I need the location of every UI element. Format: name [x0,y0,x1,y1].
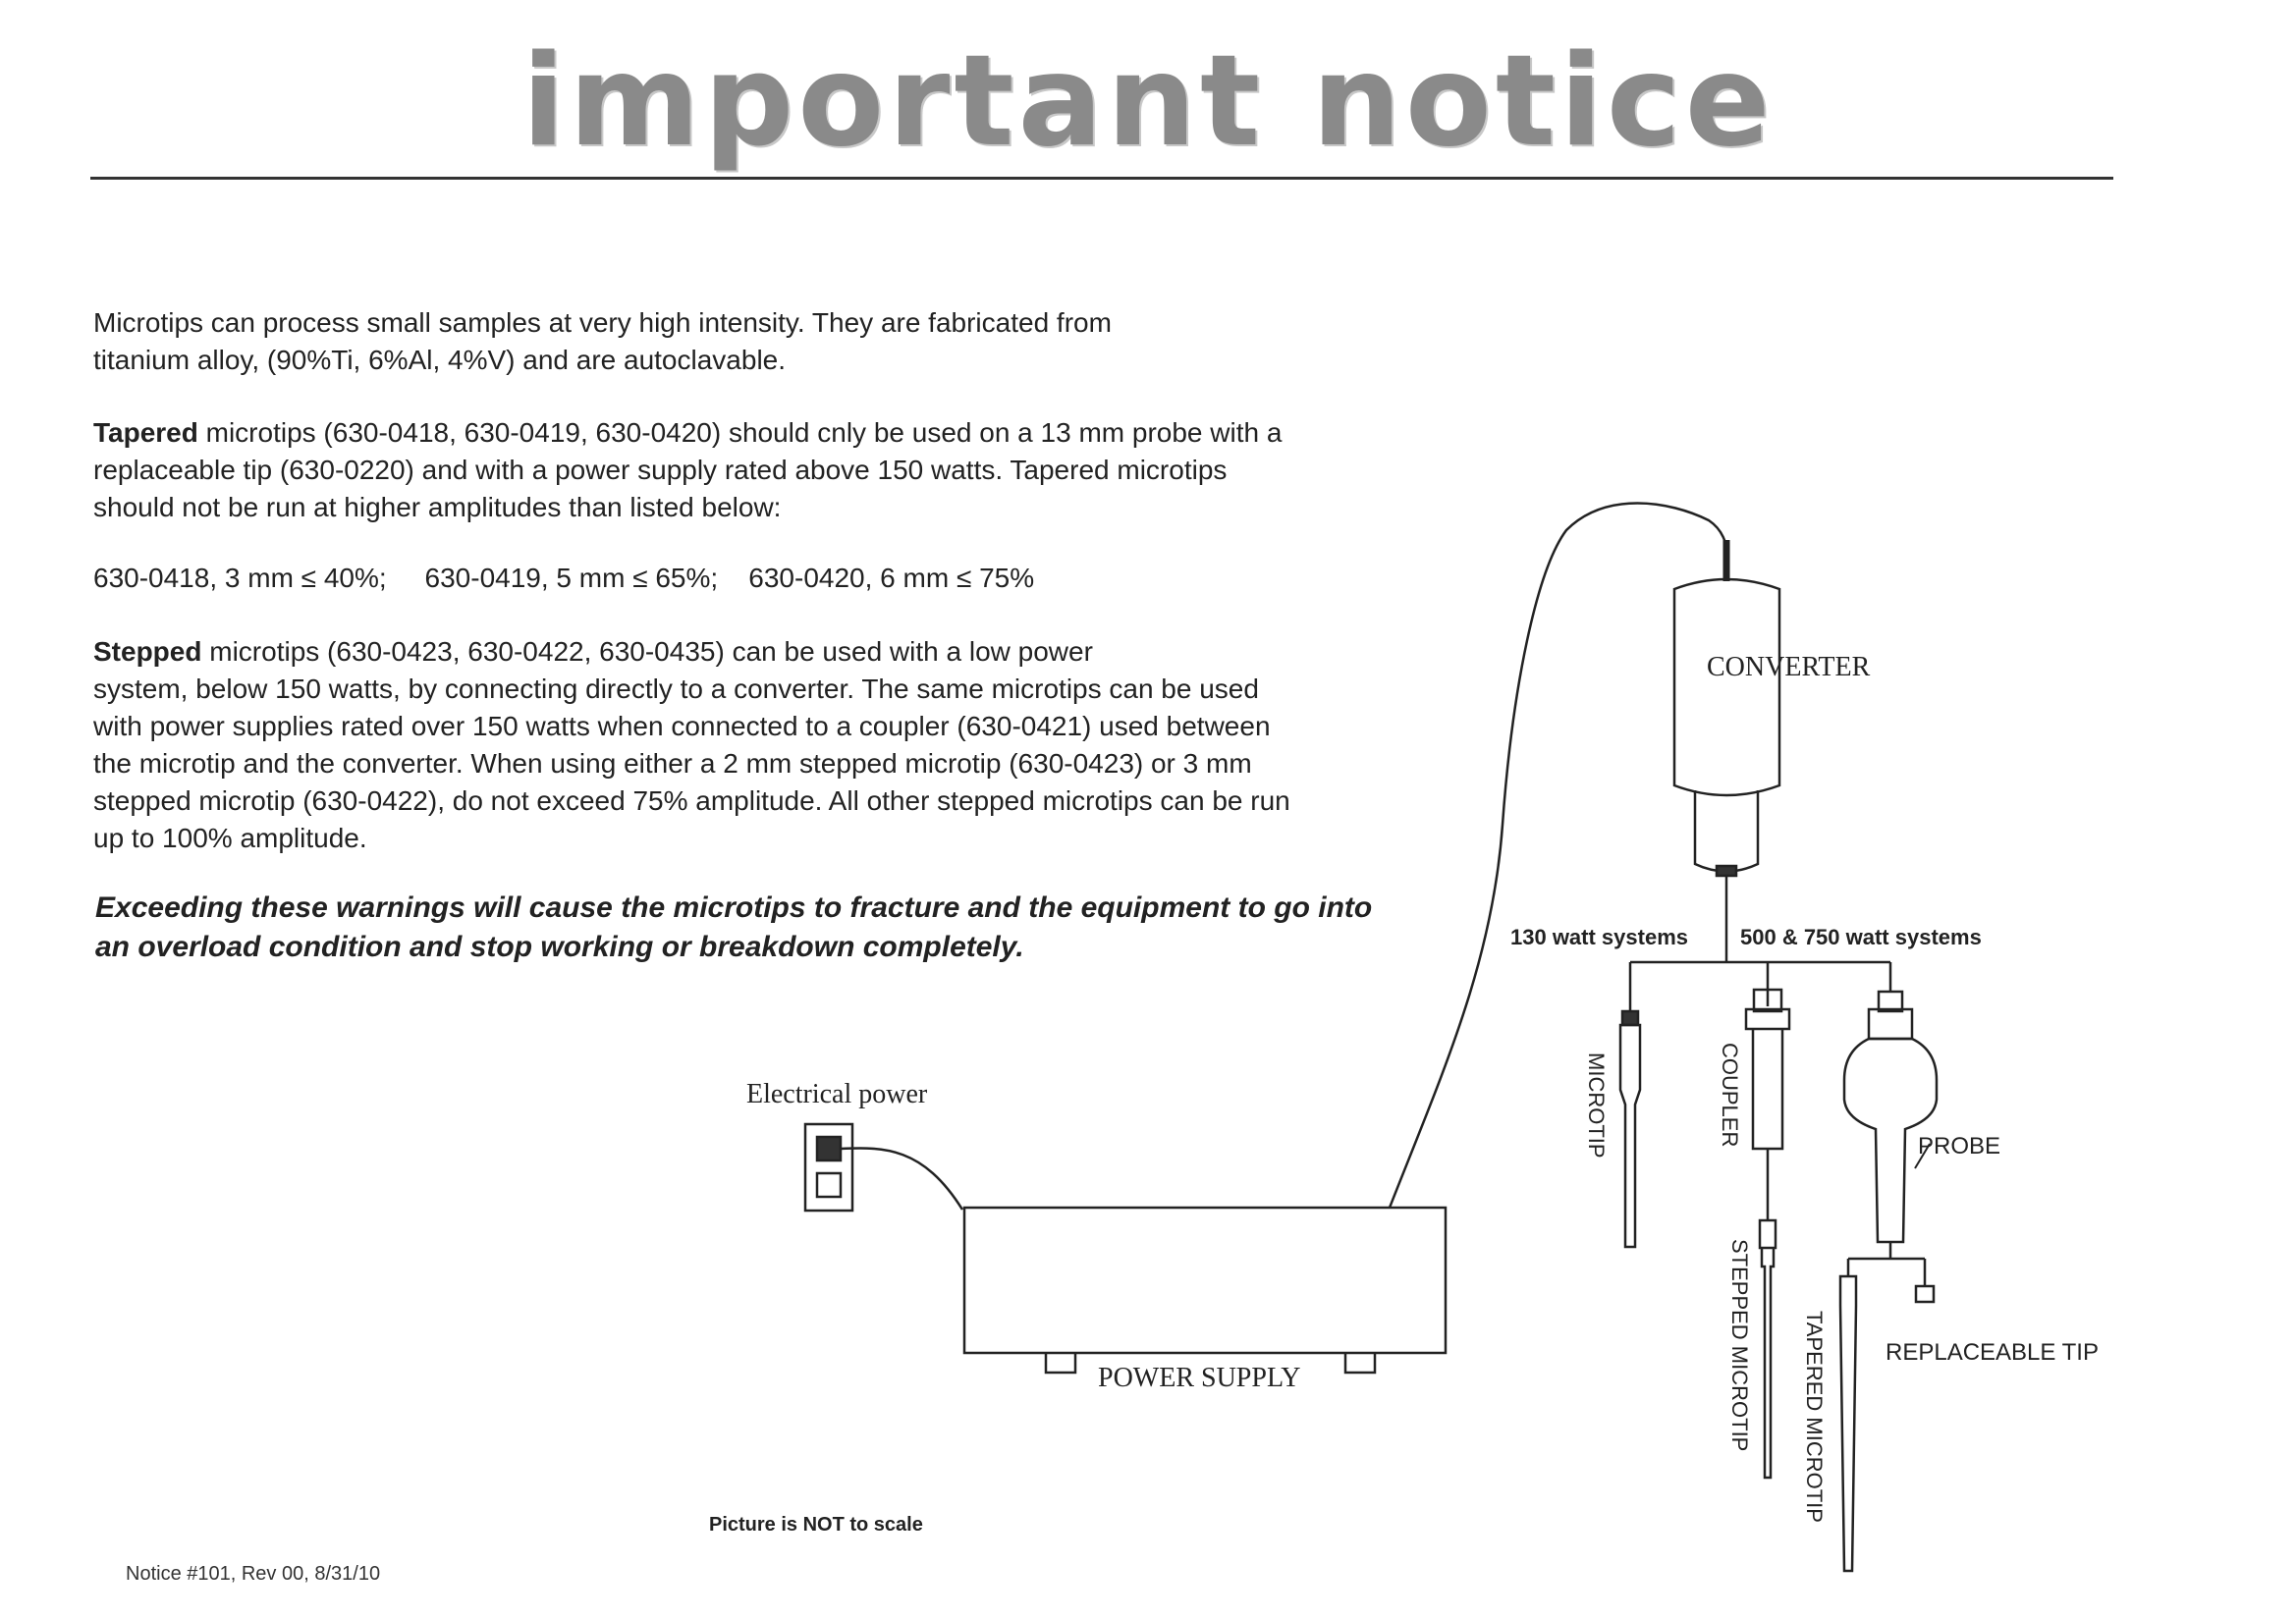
converter-body [1674,540,1779,962]
microtip-label: MICROTIP [1584,1052,1609,1159]
power-cord [841,1148,962,1210]
amplitude-limits: 630-0418, 3 mm ≤ 40%; 630-0419, 5 mm ≤ 65%; 630-0420, 6 mm ≤ 75% [93,563,1035,593]
tapered-microtip-shape [1840,1276,1856,1571]
130-watt-systems-label: 130 watt systems [1510,925,1688,949]
electrical-outlet [805,1124,852,1211]
tapered-line-3: should not be run at higher amplitudes than listed below: [93,492,782,522]
warning-line-1: Exceeding these warnings will cause the microtips to fracture and the equipment to go into [95,891,1373,924]
replaceable-tip-label: REPLACEABLE TIP [1886,1339,2099,1366]
scale-note: Picture is NOT to scale [709,1514,923,1536]
converter-label: CONVERTER [1707,652,1871,682]
coupler-shape [1746,990,1789,1220]
footer-notice-number: Notice #101, Rev 00, 8/31/10 [126,1563,381,1585]
stepped-line-2: system, below 150 watts, by connecting directly to a converter. The same microtips can be used [93,674,1259,704]
probe-label: PROBE [1918,1133,2001,1160]
power-supply-label: POWER SUPPLY [1098,1363,1301,1393]
stepped-line-3: with power supplies rated over 150 watts when connected to a coupler (630-0421) used between [93,711,1271,741]
electrical-power-label: Electrical power [746,1079,928,1109]
stepped-line-4: the microtip and the converter. When using either a 2 mm stepped microtip (630-0423) or 3 mm [93,748,1252,779]
tapered-line-2: replaceable tip (630-0220) and with a power supply rated above 150 watts. Tapered microtips [93,455,1228,485]
tapered-microtip-label: TAPERED MICROTIP [1802,1311,1827,1523]
intro-line-1: Microtips can process small samples at very high intensity. They are fabricated from [93,307,1112,338]
tapered-keyword: Tapered [93,417,198,448]
replaceable-tip-shape [1916,1286,1934,1302]
warning-line-2: an overload condition and stop working or breakdown completely. [95,931,1024,963]
tapered-line-1-text: microtips (630-0418, 630-0419, 630-0420) should cnly be used on a 13 mm probe with a [197,417,1283,448]
stepped-keyword: Stepped [93,636,202,667]
power-supply-box [964,1208,1446,1373]
stepped-line-5: stepped microtip (630-0422), do not exceed 75% amplitude. All other stepped microtips can be run [93,785,1290,816]
stepped-microtip-shape [1760,1220,1776,1478]
stepped-line-1-text: microtips (630-0423, 630-0422, 630-0435) can be used with a low power [201,636,1093,667]
intro-line-2: titanium alloy, (90%Ti, 6%Al, 4%V) and are autoclavable. [93,345,787,375]
stepped-line-6: up to 100% amplitude. [93,823,367,853]
converter-cable [1390,504,1726,1209]
500-750-watt-systems-label: 500 & 750 watt systems [1740,925,1982,949]
distribution-lines [1630,962,1890,1011]
stepped-microtip-label: STEPPED MICROTIP [1727,1239,1752,1452]
microtip-shape [1620,1011,1640,1247]
page-title: important notice [521,28,1775,175]
coupler-label: COUPLER [1718,1043,1742,1148]
